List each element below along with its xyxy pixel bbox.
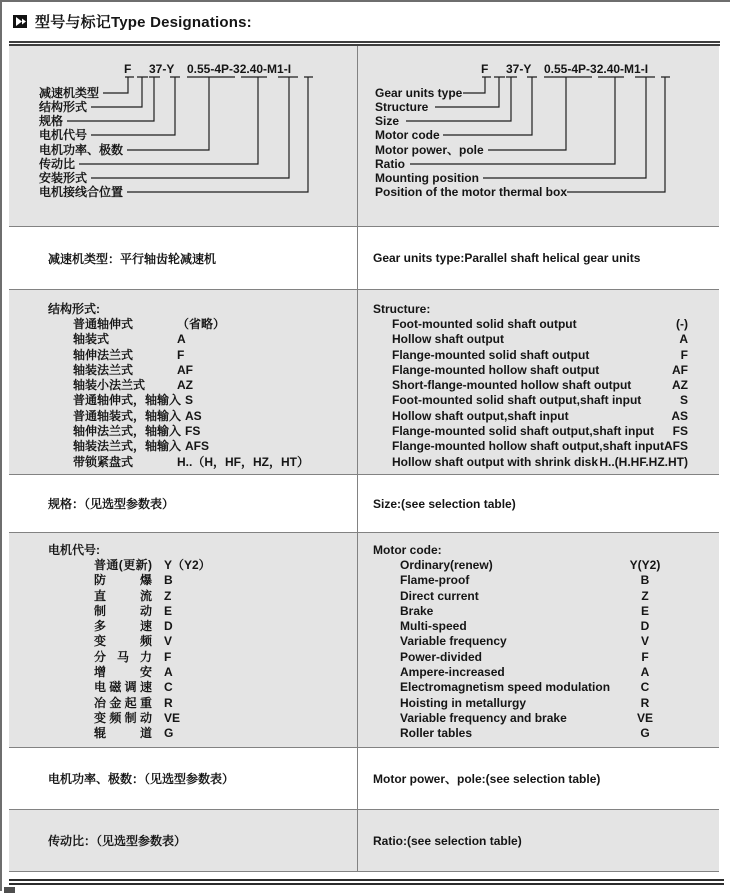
motor-code-item-name: 冶金起重: [94, 695, 152, 710]
diagram-label: Motor power、pole: [375, 143, 484, 157]
motor-code-item: [94, 726, 357, 741]
structure-item: [392, 317, 718, 332]
diagram-cell-cn: [9, 46, 358, 226]
motor-code-item-code: G: [640, 726, 650, 741]
diagram-label: 安装形式: [39, 171, 88, 185]
motor-code-item: [94, 634, 357, 649]
code-part: 0.55-4P-32.40-M1-I: [544, 62, 649, 76]
structure-item-name: Hollow shaft output,shaft input: [392, 408, 569, 423]
motor-code-item: [400, 573, 718, 588]
motor-code-item-name: 制动: [94, 603, 152, 618]
structure-item-name: 普通轴伸式: [73, 317, 134, 331]
structure-item-name: 普通轴伸式，轴输入: [73, 393, 182, 408]
structure-item-code: AF: [672, 362, 688, 377]
structure-item: [73, 378, 357, 393]
motor-code-item-code: Y(Y2): [629, 558, 661, 572]
structure-item: [73, 424, 357, 439]
motor-code-item-code: B: [640, 573, 650, 588]
designation-diagram-en: [358, 46, 717, 226]
motor-code-item-name: Power-divided: [400, 649, 483, 664]
motor-code-cell-en: [358, 533, 718, 747]
table-row-motor-power: [9, 748, 719, 810]
size-en: Size:(see selection table): [373, 496, 516, 511]
motor-code-item: [94, 589, 357, 604]
motor-code-item-code: R: [164, 695, 173, 710]
motor-code-item-code: A: [164, 665, 173, 680]
structure-item-name: 轴装小法兰式: [73, 378, 146, 393]
structure-item-code: AZ: [177, 378, 193, 393]
structure-item: [392, 393, 718, 408]
motor-code-item: [400, 696, 718, 711]
diagram-label: Position of the motor thermal box: [375, 185, 568, 199]
motor-code-item: [94, 604, 357, 619]
structure-cell-en: [358, 290, 718, 474]
motor-code-item-code: R: [640, 695, 650, 710]
diagram-label: Mounting position: [375, 171, 479, 185]
motor-code-item: [400, 650, 718, 665]
motor-code-item-code: V: [640, 634, 649, 649]
structure-item: [392, 332, 718, 347]
table-row-size: [9, 475, 719, 533]
structure-item-code: FS: [672, 424, 688, 439]
structure-item-code: AS: [185, 408, 202, 423]
diagram-label: 电机接线合位置: [39, 185, 124, 199]
motor-code-item-code: VE: [636, 710, 653, 725]
motor-code-item-code: C: [164, 680, 173, 695]
motor-code-item-name: 辊道: [94, 726, 152, 741]
motor-code-item-name: 增安: [94, 665, 152, 680]
gear-type-en: Gear units type:Parallel shaft helical gear units: [373, 251, 641, 265]
structure-item-name: 轴伸法兰式，轴输入: [73, 424, 182, 439]
structure-item-code: F: [680, 347, 688, 362]
diagram-label: Size: [375, 114, 400, 128]
motor-code-item: [400, 726, 718, 741]
motor-code-item-name: Brake: [400, 603, 434, 618]
motor-code-item: [94, 665, 357, 680]
page-corner-marker: [4, 887, 15, 893]
diagram-label: 减速机类型: [39, 86, 100, 100]
ratio-cn: 传动比：（见选型参数表）: [9, 810, 358, 871]
structure-item: [73, 363, 357, 378]
diagram-label: Gear units type: [375, 86, 463, 100]
code-part: 0.55-4P-32.40-M1-I: [187, 62, 292, 76]
structure-item-code: AS: [671, 408, 688, 423]
motor-power-cn: 电机功率、极数：（见选型参数表）: [9, 748, 358, 809]
diagram-label: 传动比: [39, 157, 76, 171]
structure-item-code: S: [185, 393, 194, 408]
structure-item-code: AF: [177, 362, 193, 377]
motor-code-item-code: F: [164, 649, 172, 664]
diagram-label: 结构形式: [39, 100, 88, 114]
structure-item: [392, 363, 718, 378]
motor-code-item-name: 防爆: [94, 573, 152, 588]
structure-item: [73, 317, 357, 332]
structure-item-name: 轴装法兰式: [73, 362, 134, 377]
structure-item: [392, 424, 718, 439]
structure-item-name: Foot-mounted solid shaft output,shaft input: [392, 393, 642, 408]
diagram-cell-en: [358, 46, 718, 226]
motor-code-item-name: Direct current: [400, 588, 479, 603]
motor-code-item-name: Ampere-increased: [400, 665, 505, 680]
structure-item: [73, 393, 357, 408]
bottom-rule: [9, 879, 724, 885]
code-part: 37-Y: [149, 62, 175, 76]
motor-code-item: [400, 604, 718, 619]
motor-code-item-name: 分马力: [94, 649, 152, 664]
motor-code-item: [94, 573, 357, 588]
structure-item-name: 轴伸法兰式: [73, 347, 134, 362]
motor-code-item-name: 普通(更新): [94, 558, 152, 572]
structure-cell-cn: [9, 290, 358, 474]
motor-code-item-code: V: [164, 634, 173, 649]
motor-power-en: Motor power、pole:(see selection table): [373, 772, 601, 786]
structure-item: [392, 439, 718, 454]
structure-item: [392, 348, 718, 363]
motor-code-item: [94, 711, 357, 726]
structure-title-cn: 结构形式:: [48, 302, 100, 316]
motor-code-item-name: 多速: [94, 619, 152, 634]
structure-item-code: AFS: [664, 439, 688, 454]
motor-code-item-code: E: [640, 603, 649, 618]
motor-code-item: [94, 619, 357, 634]
motor-code-item: [400, 558, 718, 573]
chevron-right-icon: [13, 15, 27, 28]
page-title: 型号与标记Type Designations:: [35, 14, 252, 31]
motor-code-item-name: 直流: [94, 588, 152, 603]
motor-code-title-en: Motor code:: [373, 543, 442, 557]
motor-code-item: [94, 650, 357, 665]
structure-item: [392, 409, 718, 424]
table-row-motor-code: [9, 533, 719, 748]
code-part: 37-Y: [506, 62, 532, 76]
structure-list-cn: [48, 317, 357, 470]
table-row-ratio: [9, 810, 719, 872]
motor-code-item-name: 变频制动: [94, 710, 152, 725]
motor-code-item: [400, 711, 718, 726]
diagram-label: Ratio: [375, 157, 405, 171]
diagram-label: Motor code: [375, 128, 440, 142]
structure-item-name: Hollow shaft output: [392, 332, 504, 347]
structure-item: [73, 455, 357, 470]
gear-type-cn: 减速机类型：平行轴齿轮减速机: [9, 227, 358, 289]
motor-code-item-code: D: [164, 619, 173, 634]
structure-item-code: H..(H.HF.HZ.HT): [599, 454, 688, 469]
structure-item-name: Flange-mounted solid shaft output: [392, 347, 590, 362]
structure-item-name: Flange-mounted hollow shaft output,shaft input: [392, 439, 664, 454]
motor-code-item: [400, 665, 718, 680]
structure-item-name: 普通轴装式，轴输入: [73, 408, 182, 423]
motor-code-item: [94, 558, 357, 573]
structure-list-en: [373, 317, 718, 470]
motor-code-item-name: Variable frequency and brake: [400, 710, 567, 725]
structure-item-name: Hollow shaft output with shrink disk: [392, 454, 598, 469]
motor-code-item-code: B: [164, 573, 173, 588]
motor-code-list-en: [373, 558, 718, 742]
motor-code-item-code: C: [640, 680, 650, 695]
table-row-diagram: [9, 46, 719, 227]
motor-code-item-code: D: [640, 619, 650, 634]
designation-diagram-cn: [9, 46, 358, 226]
structure-item-code: （省略）: [177, 317, 226, 331]
motor-code-item-name: Variable frequency: [400, 634, 507, 649]
motor-code-item-code: F: [641, 649, 649, 664]
structure-item-name: 轴装式: [73, 332, 110, 347]
motor-code-item-code: Z: [164, 588, 172, 603]
title-bar: [2, 2, 730, 41]
motor-code-item-name: Electromagnetism speed modulation: [400, 680, 611, 695]
motor-code-item-code: E: [164, 603, 173, 618]
designation-table: [9, 46, 719, 872]
motor-code-item-name: Roller tables: [400, 726, 473, 741]
motor-code-item-name: 电磁调速: [94, 680, 152, 695]
motor-code-item-code: VE: [164, 710, 181, 725]
code-part: F: [481, 62, 489, 76]
motor-code-item: [400, 680, 718, 695]
code-part: F: [124, 62, 132, 76]
motor-code-item: [94, 680, 357, 695]
motor-code-item-code: G: [164, 726, 174, 741]
ratio-en: Ratio:(see selection table): [373, 833, 522, 848]
structure-item: [73, 409, 357, 424]
motor-code-cell-cn: [9, 533, 358, 747]
table-row-structure: [9, 290, 719, 475]
structure-item: [73, 332, 357, 347]
structure-item: [392, 455, 718, 470]
structure-item-name: Flange-mounted hollow shaft output: [392, 362, 600, 377]
structure-item-code: AFS: [185, 439, 210, 454]
motor-code-item: [94, 696, 357, 711]
structure-item-name: 带锁紧盘式: [73, 454, 134, 469]
table-row-gear-type: [9, 227, 719, 290]
structure-item: [392, 378, 718, 393]
motor-code-item: [400, 589, 718, 604]
structure-item-name: Short-flange-mounted hollow shaft output: [392, 378, 632, 393]
motor-code-list-cn: [48, 558, 357, 742]
motor-code-item-name: Flame-proof: [400, 573, 470, 588]
structure-item-code: A: [177, 332, 186, 347]
structure-item-name: 轴装法兰式，轴输入: [73, 439, 182, 454]
structure-item-name: Foot-mounted solid shaft output: [392, 317, 577, 331]
structure-item-code: A: [679, 332, 688, 347]
size-cn: 规格：（见选型参数表）: [9, 475, 358, 532]
structure-item-code: S: [679, 393, 688, 408]
motor-code-item-name: 变频: [94, 634, 152, 649]
structure-item-code: AZ: [672, 378, 688, 393]
motor-code-item-code: A: [640, 665, 650, 680]
motor-code-item-name: Ordinary(renew): [400, 558, 493, 572]
diagram-label: 电机功率、极数: [39, 143, 124, 157]
structure-item: [73, 439, 357, 454]
motor-code-item: [400, 619, 718, 634]
structure-item-code: H..（H，HF，HZ，HT）: [177, 454, 309, 469]
leader-lines: [67, 77, 313, 192]
diagram-label: Structure: [375, 100, 429, 114]
motor-code-item-code: Z: [641, 588, 649, 603]
structure-item: [73, 348, 357, 363]
structure-item-code: FS: [185, 424, 201, 439]
motor-code-item-name: Multi-speed: [400, 619, 467, 634]
motor-code-title-cn: 电机代号:: [48, 543, 100, 557]
structure-item-code: (-): [676, 317, 688, 331]
motor-code-item: [400, 634, 718, 649]
structure-item-name: Flange-mounted solid shaft output,shaft input: [392, 424, 654, 439]
diagram-label: 电机代号: [39, 128, 88, 142]
structure-title-en: Structure:: [373, 302, 431, 316]
motor-code-item-name: Hoisting in metallurgy: [400, 695, 527, 710]
structure-item-code: F: [177, 347, 185, 362]
diagram-label: 规格: [39, 114, 64, 128]
motor-code-item-code: Y（Y2）: [164, 558, 211, 572]
